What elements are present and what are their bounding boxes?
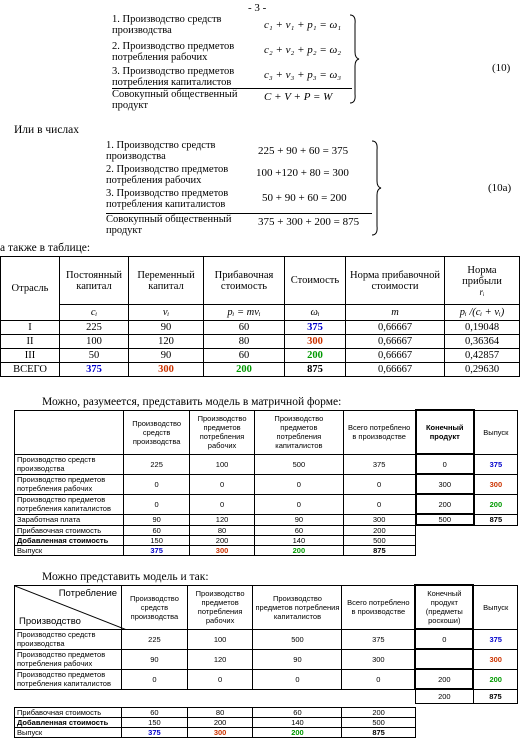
empty-cell bbox=[473, 717, 517, 727]
eq-row-label: потребления капиталистов bbox=[106, 199, 226, 210]
table-cell: 100 bbox=[60, 335, 129, 349]
table-cell: 200 bbox=[342, 707, 415, 717]
table-cell: 120 bbox=[189, 514, 254, 525]
empty-cell bbox=[342, 689, 415, 703]
empty-cell bbox=[416, 545, 474, 555]
symbol-cell: pᵢ /(cᵢ + vᵢ) bbox=[445, 305, 520, 321]
table-cell: 0 bbox=[189, 494, 254, 514]
table-cell: 0,66667 bbox=[346, 321, 445, 335]
eq-row-label: 2. Производство предметов bbox=[112, 41, 235, 52]
table-cell: 300 bbox=[343, 514, 416, 525]
table-cell: 0 bbox=[122, 669, 188, 689]
eq-total-label: продукт bbox=[112, 100, 148, 111]
eq-formula: c₁ + v₁ + p₁ = ω₁ bbox=[264, 19, 342, 31]
eq-total-formula: 375 + 300 + 200 = 875 bbox=[258, 216, 360, 228]
equation-block-symbolic bbox=[112, 14, 362, 109]
eq-row-label: потребления рабочих bbox=[106, 175, 202, 186]
empty-cell bbox=[15, 689, 122, 703]
table-cell: 90 bbox=[122, 649, 188, 669]
table-cell: 375 bbox=[122, 727, 188, 737]
table-cell: 140 bbox=[255, 535, 343, 545]
table-cell: 0 bbox=[343, 474, 416, 494]
empty-cell bbox=[474, 545, 518, 555]
eq-total-formula: C + V + P = W bbox=[264, 91, 333, 103]
table-cell bbox=[415, 649, 473, 669]
eq-total-label: Совокупный общественный bbox=[112, 89, 238, 100]
table-cell: 0,66667 bbox=[346, 349, 445, 363]
table-cell: 90 bbox=[124, 514, 189, 525]
table-cell: 500 bbox=[343, 535, 416, 545]
col-header: Производство предметов потребления капиталистов bbox=[253, 585, 342, 629]
table-cell: 150 bbox=[122, 717, 188, 727]
table-cell: 875 bbox=[473, 689, 517, 703]
table-cell: 0 bbox=[416, 454, 474, 474]
table-cell: 200 bbox=[255, 545, 343, 555]
row-header: Производство предметов потребления капиталистов bbox=[15, 669, 122, 689]
table-cell: 90 bbox=[129, 349, 204, 363]
table-cell: 80 bbox=[187, 707, 253, 717]
symbol-cell: ωᵢ bbox=[285, 305, 346, 321]
empty-cell bbox=[416, 525, 474, 535]
row-header: Производство средств производства bbox=[15, 454, 124, 474]
col-header: Стоимость bbox=[285, 257, 346, 305]
col-header: Конечный продукт (предметы роскоши) bbox=[415, 585, 473, 629]
table-cell: 200 bbox=[189, 535, 254, 545]
table-cell: ВСЕГО bbox=[1, 363, 60, 377]
table-cell: 0 bbox=[124, 474, 189, 494]
table-cell: 60 bbox=[253, 707, 342, 717]
brace-icon bbox=[348, 14, 360, 104]
table-cell: 0,42857 bbox=[445, 349, 520, 363]
table-cell: 875 bbox=[474, 514, 518, 525]
row-header: Прибавочная стоимость bbox=[15, 707, 122, 717]
eq-row-label: потребления рабочих bbox=[112, 52, 208, 63]
row-header: Заработная плата bbox=[15, 514, 124, 525]
col-header: Норма прибавочной стоимости bbox=[346, 257, 445, 305]
row-header: Прибавочная стоимость bbox=[15, 525, 124, 535]
table-cell: 200 bbox=[285, 349, 346, 363]
table-cell: 375 bbox=[124, 545, 189, 555]
table-cell: 500 bbox=[255, 454, 343, 474]
table-cell: 90 bbox=[253, 649, 342, 669]
empty-cell bbox=[473, 707, 517, 717]
col-header: Производство предметов потребления рабочих bbox=[187, 585, 253, 629]
table-cell: 300 bbox=[189, 545, 254, 555]
table-cell: 375 bbox=[342, 629, 415, 649]
model-table bbox=[14, 584, 518, 738]
corner-cell bbox=[15, 585, 122, 629]
table-cell: 120 bbox=[187, 649, 253, 669]
table-cell: 375 bbox=[343, 454, 416, 474]
empty-cell bbox=[122, 689, 188, 703]
table-cell: 375 bbox=[473, 629, 517, 649]
table-cell: 375 bbox=[474, 454, 518, 474]
equation-block-numeric bbox=[106, 140, 376, 236]
eq-row-label: 1. Производство средств bbox=[106, 140, 216, 151]
table-cell: 500 bbox=[416, 514, 474, 525]
table-cell: 875 bbox=[285, 363, 346, 377]
table-cell: 150 bbox=[124, 535, 189, 545]
table-cell: 0,66667 bbox=[346, 335, 445, 349]
col-header: Производство предметов потребления рабочих bbox=[189, 410, 254, 454]
eq-row-label: производства bbox=[112, 25, 172, 36]
eq-total-label: Совокупный общественный bbox=[106, 214, 232, 225]
empty-cell bbox=[415, 727, 473, 737]
col-header-text: Норма прибыли bbox=[462, 264, 502, 287]
table-cell: 300 bbox=[285, 335, 346, 349]
intro-numbers: Или в числах bbox=[14, 124, 80, 136]
symbol-cell: cᵢ bbox=[60, 305, 129, 321]
table-cell: 120 bbox=[129, 335, 204, 349]
corner-top-label: Потребление bbox=[58, 587, 118, 599]
col-header: Производство средств производства bbox=[124, 410, 189, 454]
empty-cell bbox=[473, 727, 517, 737]
eq-formula: 100 +120 + 80 = 300 bbox=[256, 167, 349, 179]
table-cell: 60 bbox=[124, 525, 189, 535]
table-cell: 200 bbox=[253, 727, 342, 737]
eq-row-label: производства bbox=[106, 151, 166, 162]
table-cell: 60 bbox=[255, 525, 343, 535]
table-cell: 200 bbox=[415, 669, 473, 689]
table-cell: II bbox=[1, 335, 60, 349]
table-cell: 200 bbox=[187, 717, 253, 727]
equation-number: (10а) bbox=[488, 182, 512, 194]
table-cell: III bbox=[1, 349, 60, 363]
col-header: Производство предметов потребления капиталистов bbox=[255, 410, 343, 454]
table-cell: I bbox=[1, 321, 60, 335]
table-cell: 375 bbox=[60, 363, 129, 377]
matrix-table bbox=[14, 409, 518, 556]
table-cell: 500 bbox=[253, 629, 342, 649]
table-cell: 60 bbox=[122, 707, 188, 717]
table-cell: 0 bbox=[253, 669, 342, 689]
col-header: Конечный продукт bbox=[416, 410, 474, 454]
table-cell: 200 bbox=[415, 689, 473, 703]
table-cell: 0 bbox=[415, 629, 473, 649]
eq-formula: c₃ + v₃ + p₃ = ω₃ bbox=[264, 69, 342, 81]
eq-formula: 50 + 90 + 60 = 200 bbox=[262, 192, 347, 204]
col-header: Всего потреблено в производстве bbox=[342, 585, 415, 629]
table-cell: 90 bbox=[129, 321, 204, 335]
row-header: Добавленная стоимость bbox=[15, 717, 122, 727]
col-header-symbol: rᵢ bbox=[479, 286, 485, 297]
table-cell: 80 bbox=[204, 335, 285, 349]
page-number: - 3 - bbox=[248, 2, 267, 14]
table-cell: 100 bbox=[187, 629, 253, 649]
empty-cell bbox=[474, 535, 518, 545]
col-header: Всего потреблено в производстве bbox=[343, 410, 416, 454]
empty-cell bbox=[415, 707, 473, 717]
empty-cell bbox=[253, 689, 342, 703]
table-cell: 200 bbox=[204, 363, 285, 377]
symbol-cell: pᵢ = mvᵢ bbox=[204, 305, 285, 321]
col-header: Отрасль bbox=[1, 257, 60, 321]
table-cell: 0 bbox=[342, 669, 415, 689]
empty-cell bbox=[416, 535, 474, 545]
table-cell: 0 bbox=[255, 494, 343, 514]
table-cell: 200 bbox=[343, 525, 416, 535]
table-cell: 0 bbox=[343, 494, 416, 514]
table-cell: 0 bbox=[189, 474, 254, 494]
value-table bbox=[0, 256, 520, 377]
col-header: Выпуск bbox=[473, 585, 517, 629]
table-cell: 90 bbox=[255, 514, 343, 525]
table-cell: 375 bbox=[285, 321, 346, 335]
table-cell: 80 bbox=[189, 525, 254, 535]
table-cell: 300 bbox=[473, 649, 517, 669]
table-cell: 300 bbox=[187, 727, 253, 737]
equation-number: (10) bbox=[492, 62, 511, 74]
row-header: Производство предметов потребления рабочих bbox=[15, 649, 122, 669]
table-cell: 60 bbox=[204, 349, 285, 363]
table-cell: 300 bbox=[416, 474, 474, 494]
intro-table: а также в таблице: bbox=[0, 242, 91, 254]
col-header: Переменный капитал bbox=[129, 257, 204, 305]
table-cell: 60 bbox=[204, 321, 285, 335]
table-cell: 500 bbox=[342, 717, 415, 727]
empty-cell bbox=[474, 525, 518, 535]
row-header: Выпуск bbox=[15, 727, 122, 737]
table-cell: 200 bbox=[473, 669, 517, 689]
row-header: Производство предметов потребления рабочих bbox=[15, 474, 124, 494]
col-header: Прибавочная стоимость bbox=[204, 257, 285, 305]
eq-formula: 225 + 90 + 60 = 375 bbox=[258, 145, 349, 157]
row-header: Добавленная стоимость bbox=[15, 535, 124, 545]
symbol-cell: m bbox=[346, 305, 445, 321]
row-header: Производство средств производства bbox=[15, 629, 122, 649]
table-cell: 300 bbox=[342, 649, 415, 669]
table-cell: 140 bbox=[253, 717, 342, 727]
empty-cell bbox=[415, 717, 473, 727]
eq-row-label: 3. Производство предметов bbox=[106, 188, 229, 199]
brace-icon bbox=[370, 140, 382, 236]
table-cell: 875 bbox=[343, 545, 416, 555]
eq-row-label: 3. Производство предметов bbox=[112, 66, 235, 77]
table-cell: 300 bbox=[474, 474, 518, 494]
table-cell: 0,36364 bbox=[445, 335, 520, 349]
table-cell: 0,66667 bbox=[346, 363, 445, 377]
col-header: Выпуск bbox=[474, 410, 518, 454]
eq-total-label: продукт bbox=[106, 225, 142, 236]
table-cell: 225 bbox=[124, 454, 189, 474]
table-cell: 0 bbox=[187, 669, 253, 689]
eq-row-label: 1. Производство средств bbox=[112, 14, 222, 25]
col-header bbox=[445, 257, 520, 305]
table-cell: 200 bbox=[474, 494, 518, 514]
table-cell: 300 bbox=[129, 363, 204, 377]
table-cell: 0 bbox=[124, 494, 189, 514]
corner-bottom-label: Производство bbox=[19, 615, 81, 627]
intro-matrix: Можно, разумеется, представить модель в матричной форме: bbox=[42, 396, 342, 408]
symbol-cell: vᵢ bbox=[129, 305, 204, 321]
table-cell: 200 bbox=[416, 494, 474, 514]
table-cell: 875 bbox=[342, 727, 415, 737]
table-cell: 0,19048 bbox=[445, 321, 520, 335]
col-header: Производство средств производства bbox=[122, 585, 188, 629]
table-cell: 100 bbox=[189, 454, 254, 474]
table-cell: 225 bbox=[60, 321, 129, 335]
table-cell: 0,29630 bbox=[445, 363, 520, 377]
row-header: Выпуск bbox=[15, 545, 124, 555]
corner-cell bbox=[15, 410, 124, 454]
eq-row-label: потребления капиталистов bbox=[112, 77, 232, 88]
intro-model: Можно представить модель и так: bbox=[42, 571, 209, 583]
table-cell: 50 bbox=[60, 349, 129, 363]
eq-formula: c₂ + v₂ + p₂ = ω₂ bbox=[264, 44, 342, 56]
row-header: Производство предметов потребления капиталистов bbox=[15, 494, 124, 514]
table-cell: 0 bbox=[255, 474, 343, 494]
empty-cell bbox=[187, 689, 253, 703]
eq-row-label: 2. Производство предметов bbox=[106, 164, 229, 175]
col-header: Постоянный капитал bbox=[60, 257, 129, 305]
table-cell: 225 bbox=[122, 629, 188, 649]
